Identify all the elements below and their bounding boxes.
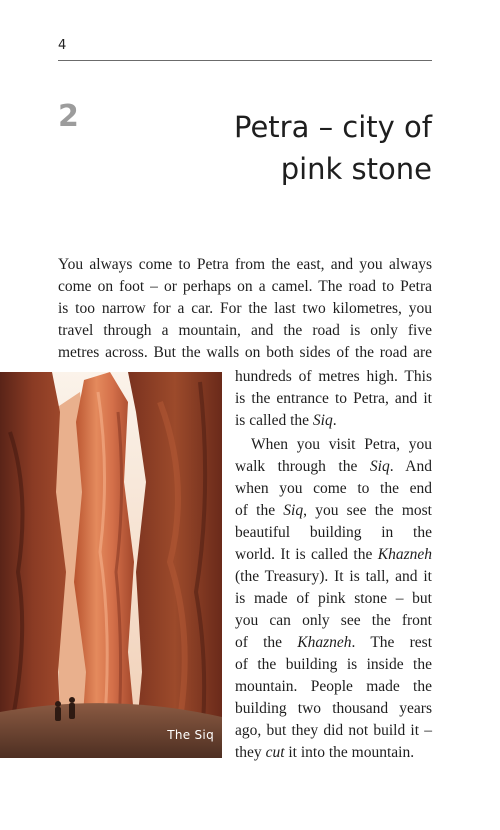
body-line-18 <box>235 632 432 654</box>
term-siq: Siq <box>283 502 304 519</box>
body-line-4: travel through a mountain, and the road is only five <box>58 322 432 339</box>
body-line-8 <box>235 410 432 432</box>
body-line-12-end: , you see the most <box>303 502 432 519</box>
body-line-23-text: they <box>235 744 266 761</box>
chapter-title <box>132 106 432 190</box>
body-line-12 <box>235 500 432 522</box>
body-line-10 <box>235 456 432 478</box>
body-line-14 <box>235 544 432 566</box>
body-line-18-end: . The rest <box>351 634 432 651</box>
body-line-16: is made of pink stone – but <box>235 590 432 607</box>
term-khazneh: Khazneh <box>297 634 352 651</box>
body-line-18-text: of the <box>235 634 298 651</box>
body-line-13: beautiful building in the <box>235 524 432 541</box>
body-line-8-end: . <box>332 412 337 429</box>
body-line-15: (the Treasury). It is tall, and it <box>235 568 432 585</box>
chapter-number: 2 <box>58 99 79 134</box>
siq-photo <box>0 372 222 758</box>
term-khazneh: Khazneh <box>377 546 432 563</box>
body-line-10-text: walk through the <box>235 458 370 475</box>
body-line-19: of the building is inside the <box>235 656 432 673</box>
term-siq: Siq <box>369 458 390 475</box>
body-line-21: building two thousand years <box>235 700 432 717</box>
body-line-2: come on foot – or perhaps on a camel. The road to Petra <box>58 278 432 295</box>
chapter-title-line-2: pink stone <box>280 152 432 186</box>
body-line-7: is the entrance to Petra, and it <box>235 390 432 407</box>
header-divider <box>58 60 432 61</box>
body-line-14-text: world. It is called the <box>235 546 378 563</box>
body-line-3: is too narrow for a car. For the last two kilometres, you <box>58 300 432 317</box>
body-line-23 <box>235 742 432 764</box>
body-line-22: ago, but they did not build it – <box>235 722 432 739</box>
chapter-title-line-1: Petra – city of <box>233 110 432 144</box>
body-line-20: mountain. People made the <box>235 678 432 695</box>
photo-caption: The Siq <box>167 728 214 742</box>
body-line-9: When you visit Petra, you <box>251 436 432 453</box>
body-line-11: when you come to the end <box>235 480 432 497</box>
body-line-17: you can only see the front <box>235 612 432 629</box>
page-number: 4 <box>58 38 67 53</box>
body-line-12-text: of the <box>235 502 284 519</box>
body-line-8-text: is called the <box>235 412 313 429</box>
body-line-5: metres across. But the walls on both sides of the road are <box>58 344 432 361</box>
body-line-23-end: it into the mountain. <box>284 744 415 761</box>
term-siq: Siq <box>312 412 333 429</box>
term-cut: cut <box>265 744 285 761</box>
body-line-10-end: . And <box>389 458 432 475</box>
body-line-1: You always come to Petra from the east, and you always <box>58 256 432 273</box>
body-line-6: hundreds of metres high. This <box>235 368 432 385</box>
siq-illustration <box>0 372 222 758</box>
